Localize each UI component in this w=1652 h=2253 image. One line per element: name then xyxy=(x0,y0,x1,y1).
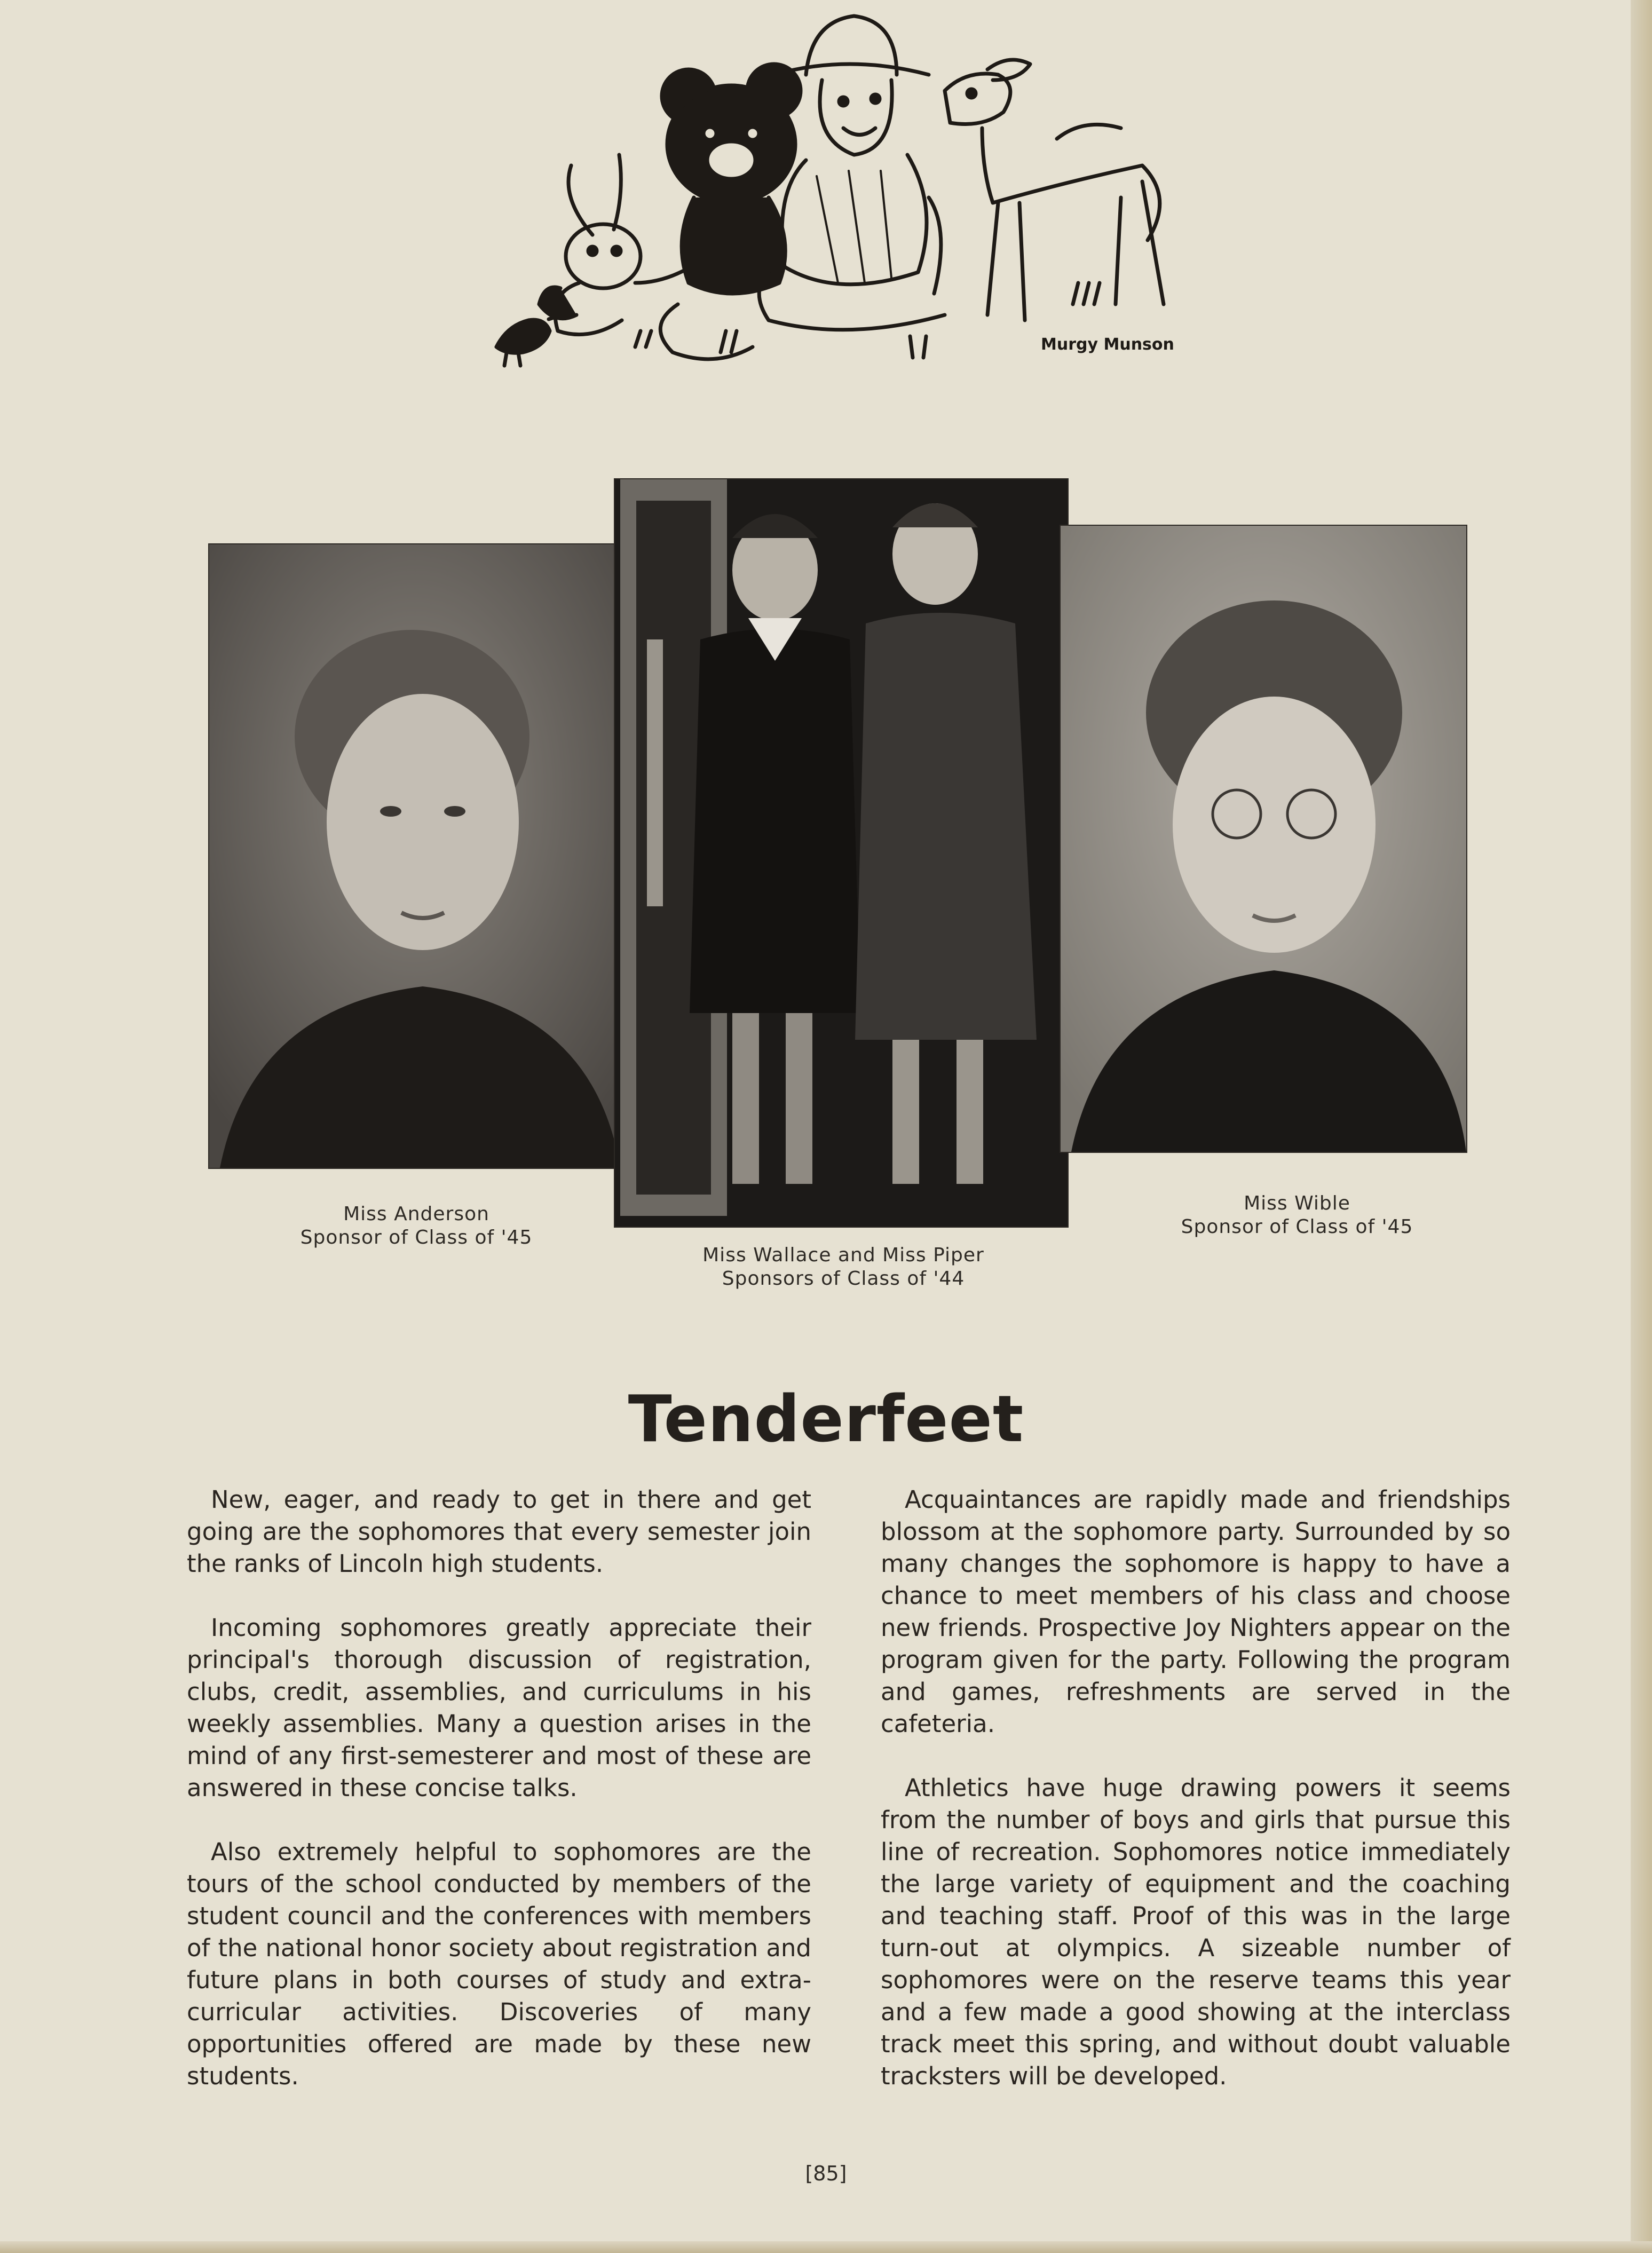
left-text-column xyxy=(187,1484,811,2124)
page-title: Tenderfeet xyxy=(628,1382,1024,1457)
artist-signature: Murgy Munson xyxy=(1041,335,1174,354)
caption-name: Miss Anderson xyxy=(343,1203,489,1225)
caption-miss-wallace-and-miss-piper xyxy=(630,1244,1057,1291)
paragraph: Acquaintances are rapidly made and friendships blossom at the sophomore party. Surrounded by so many changes the sophomore is happy to have a chance to meet members of his class and choose new friends. Prospective Joy Nighters appear on the program given for the party. Following the program and games, refreshments are served in the cafeteria. xyxy=(881,1485,1511,1738)
bird-drawing xyxy=(496,315,562,366)
caption-name: Miss Wible xyxy=(1244,1192,1350,1214)
photo-miss-wible xyxy=(1061,526,1466,1152)
paragraph: New, eager, and ready to get in there and get going are the sophomores that every semester join the ranks of Lincoln high students. xyxy=(187,1485,811,1578)
photo-miss-wallace-and-miss-piper xyxy=(615,479,1068,1227)
caption-miss-anderson xyxy=(256,1203,576,1250)
caption-name: Miss Wallace and Miss Piper xyxy=(702,1244,984,1266)
caption-role: Sponsor of Class of '45 xyxy=(300,1227,533,1248)
paragraph: Incoming sophomores greatly appreciate their principal's thorough discussion of registration, clubs, credit, assemblies, and curriculums in his weekly assemblies. Many a question arises in the mind of any first-semesterer and most of these are answered in these concise talks. xyxy=(187,1614,811,1802)
caption-role: Sponsor of Class of '45 xyxy=(1181,1216,1413,1238)
page-number: [85] xyxy=(805,2162,847,2185)
page-edge xyxy=(1631,0,1652,2253)
cartoon-illustration xyxy=(475,5,1222,379)
bear-cub-drawing xyxy=(660,64,801,359)
paragraph: Athletics have huge drawing powers it seems from the number of boys and girls that pursue this line of recreation. Sophomores notice immediately the large variety of equipment and the coaching and teaching staff. Proof of this was in the large turn-out at olympics. A sizeable number of sophomores were on the reserve teams this year and a few made a good showing at the interclass track meet this spring, and without doubt valuable tracksters will be developed. xyxy=(881,1774,1511,2090)
photo-miss-anderson xyxy=(209,544,620,1168)
right-text-column xyxy=(881,1484,1511,2124)
fawn-drawing xyxy=(945,60,1164,320)
caption-miss-wible xyxy=(1100,1192,1495,1239)
page-bottom-edge xyxy=(0,2241,1652,2253)
caption-role: Sponsors of Class of '44 xyxy=(722,1268,965,1290)
paragraph: Also extremely helpful to sophomores are the tours of the school conducted by members of the student council and the conferences with members of the national honor society about registration and future plans in both courses of study and extra-curricular activities. Discoveries of many opportunities offered are made by these new students. xyxy=(187,1838,811,2090)
